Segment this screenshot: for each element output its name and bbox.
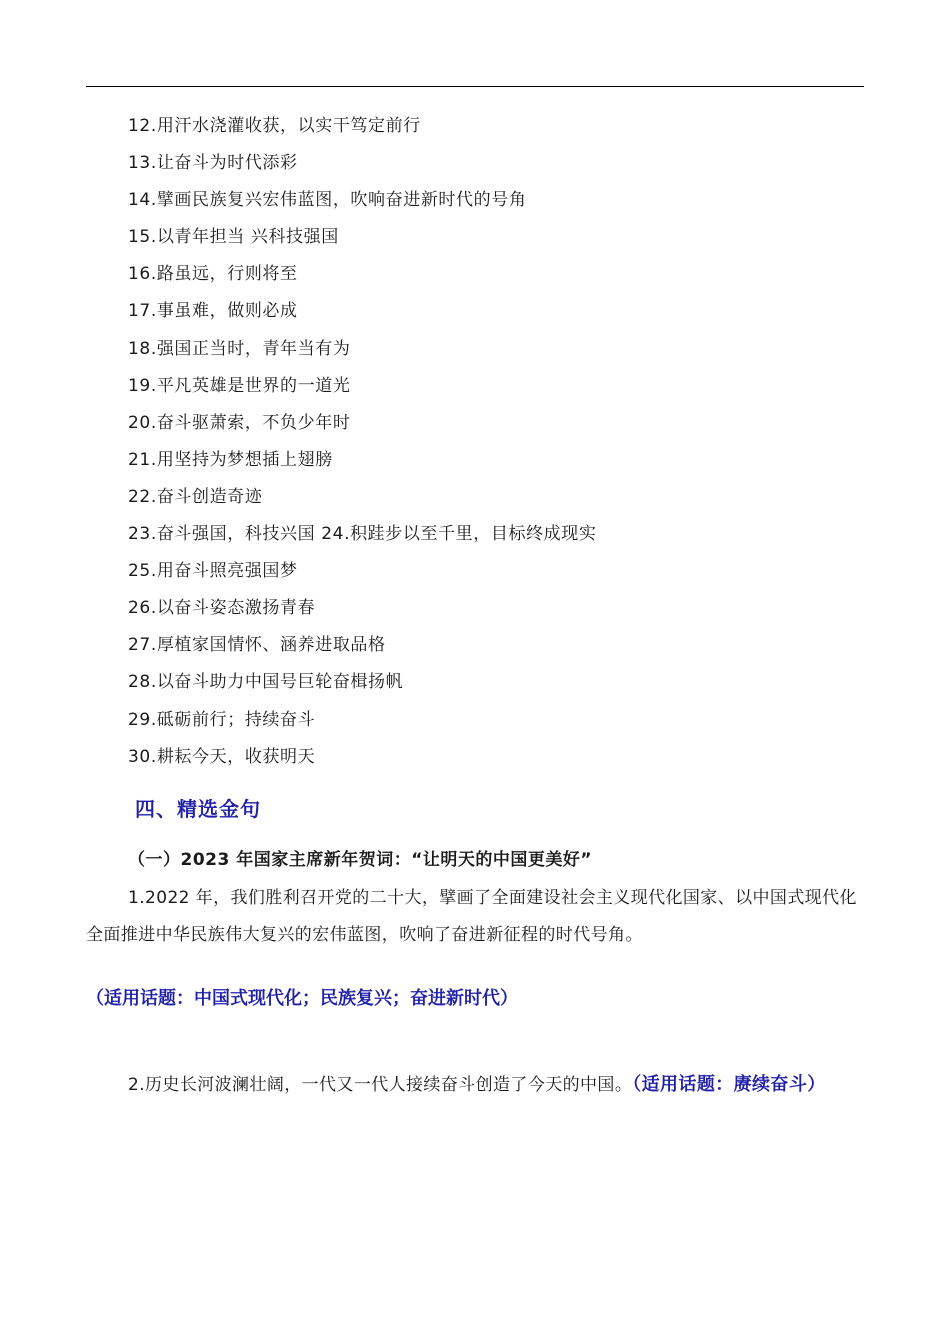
- list-item: 20.奋斗驱萧索，不负少年时: [128, 412, 351, 433]
- list-item: 12.用汗水浇灌收获，以实干笃定前行: [128, 116, 421, 136]
- list-item: 25.用奋斗照亮强国梦: [128, 561, 298, 582]
- list-item: 14.擘画民族复兴宏伟蓝图，吹响奋进新时代的号角: [128, 190, 527, 211]
- subsection-heading: （一）2023 年国家主席新年贺词：“让明天的中国更美好”: [128, 850, 593, 870]
- list-item: 29.砥砺前行；持续奋斗: [128, 709, 316, 730]
- list-item: 21.用坚持为梦想插上翅膀: [128, 449, 333, 470]
- list-item: 16.路虽远，行则将至: [128, 264, 298, 285]
- list-item: 18.强国正当时，青年当有为: [128, 338, 351, 359]
- title-list: [128, 111, 596, 779]
- list-item: 27.厚植家国情怀、涵养进取品格: [128, 635, 386, 656]
- list-item: 15.以青年担当 兴科技强国: [128, 227, 339, 248]
- header-rule: [86, 86, 864, 87]
- topic-note-1: （适用话题：中国式现代化；民族复兴；奋进新时代）: [86, 988, 518, 1009]
- list-item: 30.耕耘今天，收获明天: [128, 746, 316, 767]
- section-heading: 四、精选金句: [135, 797, 261, 821]
- list-item: 26.以奋斗姿态激扬青春: [128, 598, 316, 619]
- topic-note-2: （适用话题：赓续奋斗）: [632, 1074, 826, 1095]
- list-item: 13.让奋斗为时代添彩: [128, 153, 298, 174]
- quote-paragraph-1: 1.2022 年，我们胜利召开党的二十大，擘画了全面建设社会主义现代化国家、以中国式现代化全面推进中华民族伟大复兴的宏伟蓝图，吹响了奋进新征程的时代号角。: [86, 888, 857, 945]
- list-item: 19.平凡英雄是世界的一道光: [128, 375, 351, 396]
- list-item: 23.奋斗强国，科技兴国 24.积跬步以至千里，目标终成现实: [128, 524, 597, 545]
- list-item: 22.奋斗创造奇迹: [128, 486, 263, 507]
- list-item: 28.以奋斗助力中国号巨轮奋楫扬帆: [128, 672, 404, 693]
- list-item: 17.事虽难，做则必成: [128, 301, 298, 322]
- quote-text-2: 2.历史长河波澜壮阔，一代又一代人接续奋斗创造了今天的中国。: [128, 1075, 633, 1095]
- quote-paragraph-2: [86, 1046, 866, 1124]
